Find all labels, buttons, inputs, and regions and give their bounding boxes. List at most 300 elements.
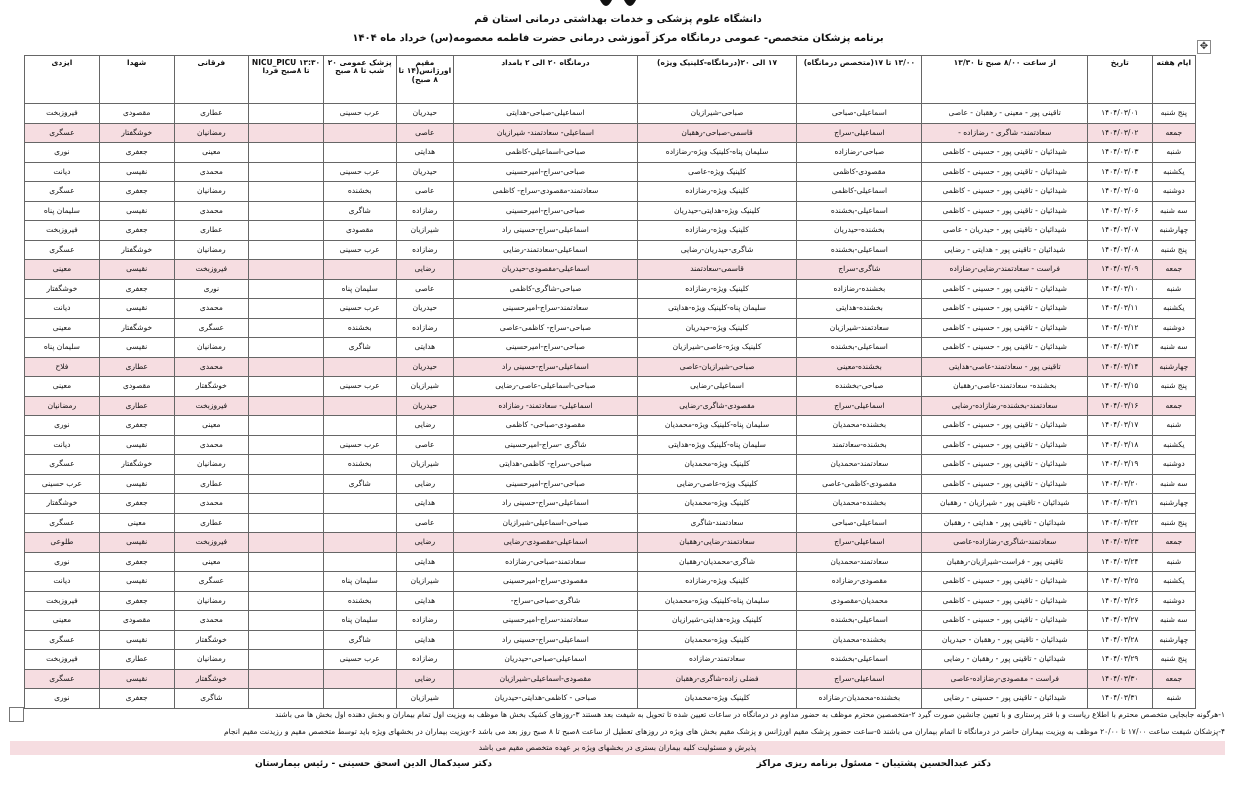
table-cell: جمعه — [1152, 123, 1195, 143]
table-row — [25, 318, 1196, 338]
table-cell: حیدریان — [396, 357, 454, 377]
table-cell: نوری — [25, 552, 100, 572]
table-cell: اسماعیلی-سراج-حسینی راد — [454, 630, 638, 650]
column-header: ۱۳/۰۰ تا ۱۷(متخصص درمانگاه) — [797, 56, 922, 104]
table-cell — [249, 299, 324, 319]
table-cell: صباحی-اسماعیلی-شیرازیان — [454, 513, 638, 533]
table-cell: نقیسی — [99, 630, 174, 650]
table-cell: صباحی-سراج-امیرحسینی — [454, 201, 638, 221]
table-cell: محمدیان-مقصودی — [797, 591, 922, 611]
table-cell: مقصودی — [99, 611, 174, 631]
column-header: ایام هفته — [1152, 56, 1195, 104]
table-cell: محمدی — [174, 299, 249, 319]
table-cell: معینی — [174, 143, 249, 163]
table-cell: ۱۴۰۴/۰۳/۰۱ — [1088, 104, 1153, 124]
table-cell: جعفری — [99, 591, 174, 611]
table-cell: کلینیک ویژه-هدایتی-حیدریان — [637, 201, 796, 221]
table-cell: مقصودی — [99, 104, 174, 124]
schedule-table — [24, 55, 1196, 709]
table-cell: یکشنبه — [1152, 299, 1195, 319]
table-cell: ۱۴۰۴/۰۳/۰۳ — [1088, 143, 1153, 163]
column-header: ۱۷ الی ۲۰(درمانگاه-کلینیک ویژه) — [637, 56, 796, 104]
move-handle-icon[interactable]: ✥ — [1197, 40, 1211, 54]
table-cell: عسگری — [25, 669, 100, 689]
table-cell: بخشنده-محمدیان — [797, 416, 922, 436]
table-cell: فلاح — [25, 357, 100, 377]
table-cell: اسماعیلی-سراج — [797, 123, 922, 143]
table-cell: کلینیک ویژه-محمدیان — [637, 689, 796, 709]
table-cell: اسماعیلی-صباحی-هدایتی — [454, 104, 638, 124]
table-cell — [249, 494, 324, 514]
table-cell: کلینیک ویژه-عاصی-رضایی — [637, 474, 796, 494]
table-row — [25, 182, 1196, 202]
table-cell: عطاری — [174, 474, 249, 494]
table-cell: حیدریان — [396, 162, 454, 182]
table-cell: ۱۴۰۴/۰۳/۲۹ — [1088, 650, 1153, 670]
table-cell: مقصودی-صباحی- کاظمی — [454, 416, 638, 436]
table-cell: سلیمان پناه-کلینیک ویژه-هدایتی — [637, 299, 796, 319]
table-cell: ۱۴۰۴/۰۳/۲۲ — [1088, 513, 1153, 533]
table-cell — [323, 357, 396, 377]
table-cell — [249, 396, 324, 416]
table-cell: عرب حسینی — [323, 435, 396, 455]
table-cell: محمدی — [174, 201, 249, 221]
table-cell: جعفری — [99, 416, 174, 436]
table-row — [25, 201, 1196, 221]
table-cell: یکشنبه — [1152, 435, 1195, 455]
table-cell: معینی — [25, 377, 100, 397]
table-cell: صباحی-اسماعیلی-کاظمی — [454, 143, 638, 163]
table-cell: محمدی — [174, 435, 249, 455]
table-cell — [249, 377, 324, 397]
table-cell: محمدی — [174, 611, 249, 631]
table-cell: سعادتمند- شاگری - رضازاده - — [922, 123, 1088, 143]
table-cell: رضازاده — [396, 318, 454, 338]
table-cell — [249, 318, 324, 338]
table-cell — [249, 260, 324, 280]
table-cell: شاگری — [323, 630, 396, 650]
table-cell: رضایی — [396, 416, 454, 436]
table-cell: اسماعیلی-بخشنده — [797, 240, 922, 260]
table-cell — [323, 260, 396, 280]
table-cell: سلیمان پناه-کلینیک ویژه-محمدیان — [637, 416, 796, 436]
table-cell: سه شنبه — [1152, 201, 1195, 221]
table-cell: نقیسی — [99, 201, 174, 221]
table-cell: شیدائیان - تاقینی پور - حسینی - کاظمی — [922, 318, 1088, 338]
table-cell: عرب حسینی — [323, 104, 396, 124]
table-cell: نقیسی — [99, 533, 174, 553]
table-cell: هدایتی — [396, 494, 454, 514]
table-cell: سلیمان پناه — [323, 572, 396, 592]
table-cell: عاصی — [396, 123, 454, 143]
table-cell — [249, 357, 324, 377]
table-cell: سلیمان پناه-کلینیک ویژه-محمدیان — [637, 591, 796, 611]
table-cell: شاگری — [174, 689, 249, 709]
table-cell: شیدائیان - تاقینی پور - حسینی - کاظمی — [922, 162, 1088, 182]
table-cell: اسماعیلی-صباحی — [797, 513, 922, 533]
table-cell: اسماعیلی-سراج — [797, 533, 922, 553]
table-cell: صباحی - کاظمی-هدایتی-حیدریان — [454, 689, 638, 709]
table-cell: شاگری-صباحی-سراج- — [454, 591, 638, 611]
table-cell: شیرازیان — [396, 689, 454, 709]
table-cell: اسماعیلی-سراج — [797, 669, 922, 689]
signature-hospital-head: دکتر سیدکمال الدین اسحق حسینی - رئیس بیمارستان — [255, 759, 492, 769]
table-cell — [323, 396, 396, 416]
table-cell: جمعه — [1152, 669, 1195, 689]
table-cell — [323, 143, 396, 163]
table-cell: پنج شنبه — [1152, 104, 1195, 124]
table-cell: ۱۴۰۴/۰۳/۲۴ — [1088, 552, 1153, 572]
table-cell: شیدائیان - تاقینی پور - حسینی - کاظمی — [922, 455, 1088, 475]
table-cell: فیروزبخت — [174, 260, 249, 280]
table-cell: نقیسی — [99, 572, 174, 592]
table-cell: نقیسی — [99, 299, 174, 319]
table-cell: صباحی-شیرازیان — [637, 104, 796, 124]
table-cell: دیانت — [25, 299, 100, 319]
table-cell: دوشنبه — [1152, 318, 1195, 338]
table-cell: یکشنبه — [1152, 162, 1195, 182]
table-cell: شیرازیان — [396, 221, 454, 241]
table-cell: بخشنده — [323, 182, 396, 202]
table-cell: تاقینی پور - معینی - رهقبان - عاصی — [922, 104, 1088, 124]
table-cell: مقصودی — [99, 377, 174, 397]
table-cell: جعفری — [99, 689, 174, 709]
note-line-3: پذیرش و مسئولیت کلیه بیماران بستری در بخشهای ویژه بر عهده متخصص مقیم می باشد — [10, 741, 1225, 755]
page-title: برنامه پزشکان متخصص- عمومی درمانگاه مرکز آموزشی درمانی حضرت فاطمه معصومه(س) خرداد ماه ۱۴۰۴ — [352, 33, 884, 44]
table-cell: بخشنده — [323, 591, 396, 611]
table-cell: کلینیک ویژه-محمدیان — [637, 455, 796, 475]
table-cell: دوشنبه — [1152, 182, 1195, 202]
table-cell — [323, 123, 396, 143]
table-cell: جعفری — [99, 279, 174, 299]
table-cell: رمضانیان — [174, 650, 249, 670]
table-cell: بخشنده-محمدیان — [797, 630, 922, 650]
table-cell: شیدائیان - تاقینی پور - رهقبان - رضایی — [922, 650, 1088, 670]
table-row — [25, 669, 1196, 689]
table-cell: سلیمان پناه — [323, 611, 396, 631]
table-cell: صباحی-اسماعیلی-عاصی-رضایی — [454, 377, 638, 397]
table-cell: صباحی-شاگری-کاظمی — [454, 279, 638, 299]
table-cell: رمضانیان — [174, 591, 249, 611]
table-cell: شیرازیان — [396, 377, 454, 397]
table-cell: شاگری — [323, 474, 396, 494]
table-cell: اسماعیلی-سراج-حسینی راد — [454, 494, 638, 514]
table-cell: نقیسی — [99, 260, 174, 280]
table-cell: شاگری-حیدریان-رضایی — [637, 240, 796, 260]
table-cell: ۱۴۰۴/۰۳/۰۷ — [1088, 221, 1153, 241]
table-cell: تاقینی پور - سعادتمند-عاصی-هدایتی — [922, 357, 1088, 377]
column-header: تاریخ — [1088, 56, 1153, 104]
table-cell: محمدی — [174, 494, 249, 514]
table-cell: رضازاده — [396, 201, 454, 221]
table-cell: پنج شنبه — [1152, 377, 1195, 397]
table-cell: رضایی — [396, 474, 454, 494]
table-cell: محمدی — [174, 162, 249, 182]
table-row — [25, 240, 1196, 260]
table-cell: فیروزبخت — [25, 221, 100, 241]
table-cell — [323, 689, 396, 709]
table-cell: کلینیک ویژه-محمدیان — [637, 630, 796, 650]
table-cell: ۱۴۰۴/۰۳/۱۲ — [1088, 318, 1153, 338]
table-cell: اسماعیلی-بخشنده — [797, 338, 922, 358]
table-cell — [249, 279, 324, 299]
table-cell — [249, 689, 324, 709]
table-cell: معینی — [174, 552, 249, 572]
table-cell — [323, 552, 396, 572]
table-cell — [249, 201, 324, 221]
table-cell: شیدائیان - تاقینی پور - حسینی - کاظمی — [922, 591, 1088, 611]
table-cell: ۱۴۰۴/۰۳/۲۰ — [1088, 474, 1153, 494]
table-cell: کلینیک ویژه-هدایتی-شیرازیان — [637, 611, 796, 631]
table-cell: جمعه — [1152, 396, 1195, 416]
table-cell: خوشگفتار — [99, 123, 174, 143]
table-cell: عطاری — [99, 396, 174, 416]
table-cell — [249, 513, 324, 533]
table-cell: خوشگفتار — [174, 377, 249, 397]
table-cell: عسگری — [25, 182, 100, 202]
table-cell: ۱۴۰۴/۰۳/۳۰ — [1088, 669, 1153, 689]
column-header: پزشک عمومی ۲۰ شب تا ۸ صبح — [323, 56, 396, 104]
table-cell: رضازاده — [396, 650, 454, 670]
table-cell: جعفری — [99, 221, 174, 241]
table-cell — [249, 240, 324, 260]
table-row — [25, 416, 1196, 436]
table-cell: رمضانیان — [174, 455, 249, 475]
table-cell: عاصی — [396, 279, 454, 299]
table-cell — [249, 104, 324, 124]
table-cell: مقصودی-سراج-امیرحسینی — [454, 572, 638, 592]
table-cell: ۱۴۰۴/۰۳/۱۳ — [1088, 338, 1153, 358]
table-cell: دوشنبه — [1152, 455, 1195, 475]
table-cell: مقصودی-اسماعیلی-شیرازیان — [454, 669, 638, 689]
table-cell: شیدائیان - تاقینی پور - هدایتی - رهقبان — [922, 513, 1088, 533]
table-cell: عسگری — [25, 513, 100, 533]
table-cell: فیروزبخت — [25, 591, 100, 611]
table-cell: شیدائیان - تاقینی پور - حسینی - رضایی — [922, 689, 1088, 709]
table-cell: قاسمی-صباحی-رهقبان — [637, 123, 796, 143]
table-cell: کلینیک ویژه-رضازاده — [637, 221, 796, 241]
table-cell — [249, 533, 324, 553]
table-cell: نوری — [174, 279, 249, 299]
table-row — [25, 552, 1196, 572]
table-cell: بخشنده-هدایتی — [797, 299, 922, 319]
table-cell: شیرازیان — [396, 572, 454, 592]
table-cell: نوری — [25, 689, 100, 709]
table-cell: اسماعیلی-مقصودی-رضایی — [454, 533, 638, 553]
university-logo — [596, 0, 640, 12]
table-cell: تاقینی پور - فراست-شیرازیان-رهقبان — [922, 552, 1088, 572]
table-cell: اسماعیلی-سراج-حسینی راد — [454, 221, 638, 241]
table-cell: ۱۴۰۴/۰۳/۰۹ — [1088, 260, 1153, 280]
table-cell: سعادتمند-محمدیان — [797, 552, 922, 572]
table-cell: حیدریان — [396, 396, 454, 416]
table-cell: سلیمان پناه — [25, 201, 100, 221]
table-cell: رمضانیان — [174, 123, 249, 143]
table-cell: مقصودی-کاظمی — [797, 162, 922, 182]
table-cell: رمضانیان — [25, 396, 100, 416]
table-cell: هدایتی — [396, 338, 454, 358]
table-cell: کلینیک ویژه-عاصی-شیرازیان — [637, 338, 796, 358]
table-cell: اسماعیلی-بخشنده — [797, 611, 922, 631]
column-header: مقیم اورژانس(۱۴ تا ۸ صبح) — [396, 56, 454, 104]
table-cell: شنبه — [1152, 552, 1195, 572]
table-cell: عطاری — [99, 357, 174, 377]
table-cell: شاگری -سراج-امیرحسینی — [454, 435, 638, 455]
table-cell: هدایتی — [396, 552, 454, 572]
table-cell: عسگری — [25, 123, 100, 143]
table-cell: شنبه — [1152, 279, 1195, 299]
column-header: شهدا — [99, 56, 174, 104]
table-cell: چهارشنبه — [1152, 494, 1195, 514]
table-cell: جعفری — [99, 143, 174, 163]
table-cell — [249, 435, 324, 455]
table-cell: نقیسی — [99, 669, 174, 689]
table-cell: سعادتمند-شاگری — [637, 513, 796, 533]
column-header: از ساعت ۸/۰۰ صبح تا ۱۳/۳۰ — [922, 56, 1088, 104]
table-row — [25, 533, 1196, 553]
table-row — [25, 104, 1196, 124]
table-cell: حیدریان — [396, 104, 454, 124]
table-row — [25, 650, 1196, 670]
table-cell: ۱۴۰۴/۰۳/۲۸ — [1088, 630, 1153, 650]
table-cell: سلیمان پناه — [323, 279, 396, 299]
table-cell: بخشنده — [323, 318, 396, 338]
table-cell: دیانت — [25, 435, 100, 455]
table-row — [25, 279, 1196, 299]
table-cell: شیدائیان - تاقینی پور - حسینی - کاظمی — [922, 416, 1088, 436]
table-cell: ۱۴۰۴/۰۳/۰۵ — [1088, 182, 1153, 202]
table-cell: شیدائیان - تاقینی پور - رهقبان - حیدریان — [922, 630, 1088, 650]
table-cell: سه شنبه — [1152, 338, 1195, 358]
table-cell: سعادتمند-بخشنده-رضازاده-رضایی — [922, 396, 1088, 416]
table-cell — [249, 572, 324, 592]
table-cell: ۱۴۰۴/۰۳/۰۲ — [1088, 123, 1153, 143]
table-cell: یکشنبه — [1152, 572, 1195, 592]
table-cell: خوشگفتار — [174, 669, 249, 689]
table-cell: بخشنده-رضازاده — [797, 279, 922, 299]
table-cell: سه شنبه — [1152, 611, 1195, 631]
table-cell: عطاری — [174, 513, 249, 533]
table-cell: فیروزبخت — [174, 396, 249, 416]
table-cell: ۱۴۰۴/۰۳/۲۷ — [1088, 611, 1153, 631]
table-cell: محمدی — [174, 357, 249, 377]
table-cell: شیرازیان — [396, 455, 454, 475]
table-cell: عطاری — [174, 104, 249, 124]
table-cell — [249, 221, 324, 241]
table-cell: بخشنده-محمدیان-رضازاده — [797, 689, 922, 709]
table-cell: اسماعیلی-بخشنده — [797, 650, 922, 670]
table-cell — [249, 591, 324, 611]
table-row — [25, 143, 1196, 163]
table-cell: عرب حسینی — [323, 162, 396, 182]
table-body — [25, 104, 1196, 709]
table-cell: شیدائیان - تاقینی پور - حیدریان - عاصی — [922, 221, 1088, 241]
table-cell: ۱۴۰۴/۰۳/۲۵ — [1088, 572, 1153, 592]
table-cell: عسگری — [25, 455, 100, 475]
table-cell: عرب حسینی — [323, 240, 396, 260]
table-cell: عرب حسینی — [323, 377, 396, 397]
table-cell: ۱۴۰۴/۰۳/۰۶ — [1088, 201, 1153, 221]
table-cell: قاسمی-سعادتمند — [637, 260, 796, 280]
table-cell: اسماعیلی-رضایی — [637, 377, 796, 397]
table-cell: سلیمان پناه — [25, 338, 100, 358]
table-cell: عسگری — [25, 630, 100, 650]
table-cell: هدایتی — [396, 630, 454, 650]
table-row — [25, 338, 1196, 358]
table-cell: دیانت — [25, 572, 100, 592]
table-row — [25, 162, 1196, 182]
table-cell: کلینیک ویژه-رضازاده — [637, 182, 796, 202]
table-cell: سعادتمند-سراج-امیرحسینی — [454, 611, 638, 631]
table-cell — [323, 494, 396, 514]
table-cell: کلینیک ویژه-رضازاده — [637, 572, 796, 592]
table-cell: نوری — [25, 416, 100, 436]
table-cell: شاگری — [323, 338, 396, 358]
table-cell: عسگری — [174, 572, 249, 592]
table-cell: سعادتمند-سراج-امیرحسینی — [454, 299, 638, 319]
table-cell: سعادتمند-رضایی-رهقبان — [637, 533, 796, 553]
table-cell: شیدائیان - تاقینی پور - حسینی - کاظمی — [922, 182, 1088, 202]
table-cell: اسماعیلی-بخشنده — [797, 201, 922, 221]
note-line-2: ۴-پزشکان شیفت ساعت ۱۷/۰۰ تا ۲۰/۰۰ موظف به ویزیت بیماران حاضر در درمانگاه تا اتمام بیماران می باشند ۵-ساعت حضور پزشک مقیم اورژانس و پزشک مقیم بخش های ویژه در روزهای تعطیل از ساعت ۸صبح تا ۸ صبح روز بعد می باشد ۶-ویزیت بیماران در بخشهای ویژه باید توسط متخصص مقیم و رزیدنت مقیم انجام — [224, 727, 1225, 736]
table-cell: ۱۴۰۴/۰۳/۱۶ — [1088, 396, 1153, 416]
table-cell: فراست - مقصودی-رضازاده-عاصی — [922, 669, 1088, 689]
table-cell: بخشنده-محمدیان — [797, 494, 922, 514]
table-cell: خوشگفتار — [174, 630, 249, 650]
table-cell: شیدائیان - تاقینی پور - حسینی - کاظمی — [922, 143, 1088, 163]
table-cell: عرب حسینی — [25, 474, 100, 494]
table-cell: ۱۴۰۴/۰۳/۱۵ — [1088, 377, 1153, 397]
table-row — [25, 591, 1196, 611]
table-row — [25, 377, 1196, 397]
table-cell — [323, 669, 396, 689]
table-cell: سه شنبه — [1152, 474, 1195, 494]
table-cell: معینی — [174, 416, 249, 436]
table-cell: سعادتمند-مقصودی-سراج- کاظمی — [454, 182, 638, 202]
table-row — [25, 221, 1196, 241]
table-cell: چهارشنبه — [1152, 221, 1195, 241]
table-cell: بخشنده-سعادتمند — [797, 435, 922, 455]
table-cell: پنج شنبه — [1152, 650, 1195, 670]
table-cell: ۱۴۰۴/۰۳/۱۰ — [1088, 279, 1153, 299]
table-row — [25, 474, 1196, 494]
table-cell — [249, 552, 324, 572]
table-row — [25, 630, 1196, 650]
table-cell — [249, 669, 324, 689]
table-cell: مقصودی — [323, 221, 396, 241]
table-cell: شیدائیان - تاقینی پور - هدایتی - رضایی — [922, 240, 1088, 260]
table-cell: اسماعیلی-صباحی — [797, 104, 922, 124]
table-cell: ۱۴۰۴/۰۳/۰۴ — [1088, 162, 1153, 182]
table-cell: صباحی-شیرازیان-عاصی — [637, 357, 796, 377]
table-cell: سلیمان پناه-کلینیک ویژه-هدایتی — [637, 435, 796, 455]
table-cell: چهارشنبه — [1152, 357, 1195, 377]
table-row — [25, 260, 1196, 280]
table-cell: جعفری — [99, 182, 174, 202]
table-cell: رضایی — [396, 669, 454, 689]
table-cell — [249, 630, 324, 650]
table-row — [25, 435, 1196, 455]
table-cell — [249, 650, 324, 670]
table-row — [25, 494, 1196, 514]
table-cell: نقیسی — [99, 435, 174, 455]
table-cell: سلیمان پناه-کلینیک ویژه-رضازاده — [637, 143, 796, 163]
table-cell — [249, 162, 324, 182]
table-cell: شیدائیان - تاقینی پور - حسینی - کاظمی — [922, 338, 1088, 358]
table-cell: ۱۴۰۴/۰۳/۲۱ — [1088, 494, 1153, 514]
table-cell: عرب حسینی — [323, 650, 396, 670]
table-cell: عطاری — [99, 650, 174, 670]
